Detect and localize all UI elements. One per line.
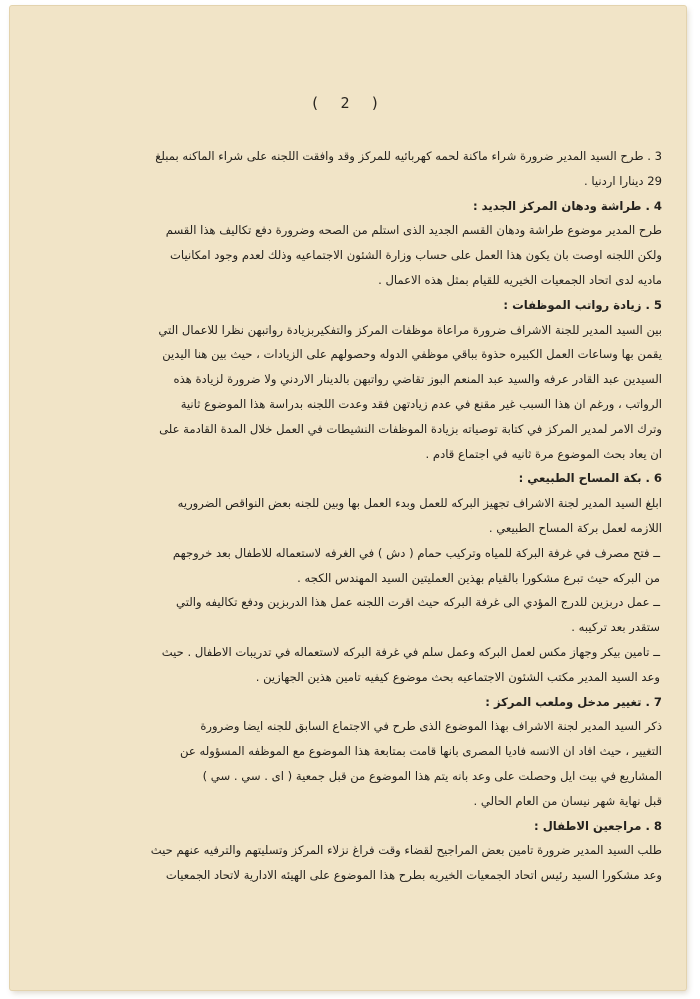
item-6-heading: 6 . بكة المساح الطبيعي : <box>518 471 662 486</box>
item-7-heading: 7 . تغيير مدخل وملعب المركز : <box>485 694 662 709</box>
item-4-text: ولكن اللجنه اوصت بان يكون هذا العمل على حساب وزارة الشئون الاجتماعيه وذلك لعدم وجود امكانيات <box>170 248 662 263</box>
item-5-text: ان يعاد بحث الموضوع مرة ثانيه في اجتماع قادم . <box>425 446 662 461</box>
item-5-text: السيدين عبد القادر عرفه والسيد عبد المنعم البوز تقاضي رواتبهن بالدينار الاردني ولا ضرورة لزيادة هذه <box>173 372 662 387</box>
item-5-text: وترك الامر لمدير المركز في كتابة توصياته بزيادة الموظفات النشيطات في العمل خلال المدة القادمة على <box>159 421 662 436</box>
item-6-bullet-3-cont: وعد السيد المدير مكتب الشئون الاجتماعيه بحث موضوع كيفيه تامين هذين الجهازين . <box>255 669 660 684</box>
item-7-text: المشاريع في بيت ايل وحصلت على وعد بانه يتم هذا الموضوع من قبل جمعية ( اى . سي . سي ) <box>202 768 662 783</box>
item-6-bullet-1: ــ فتح مصرف في غرفة البركة للمياه وتركيب حمام ( دش ) في الغرفه لاستعماله للاطفال بعد خروجهم <box>172 545 660 560</box>
document-body <box>62 144 662 888</box>
item-5-text: بين السيد المدير للجنة الاشراف ضرورة مراعاة موظفات المركز والتفكيربزيادة رواتبهن نظرا للاعمال التي <box>158 322 662 337</box>
item-6-bullet-1-cont: من البركه حيث تبرع مشكورا بالقيام بهذين العمليتين السيد المهندس الكجه . <box>297 570 660 585</box>
page-number: ( 2 ) <box>310 94 386 112</box>
item-6-text: ابلغ السيد المدير لجنة الاشراف تجهيز البركه للعمل وبدء العمل بها وبين للجنه بعض النواقص الضروريه <box>177 496 662 511</box>
item-6-text: اللازمه لعمل بركة المساح الطبيعي . <box>488 520 662 535</box>
item-7-text: ذكر السيد المدير لجنة الاشراف بهذا الموضوع الذى طرح في الاجتماع السابق للجنه ايضا وضرورة <box>200 719 662 734</box>
item-5-text: الرواتب ، ورغم ان هذا السبب غير مقنع في عدم زيادتهن فقد وعدت اللجنه بدراسة هذا الموضوع ثانية <box>180 396 662 411</box>
item-4-text: ماديه لدى اتحاد الجمعيات الخيريه للقيام بمثل هذه الاعمال . <box>378 272 662 287</box>
item-7-text: قبل نهاية شهر نيسان من العام الحالي . <box>473 793 662 808</box>
item-5-heading: 5 . زيادة رواتب الموظفات : <box>503 297 662 312</box>
item-8-heading: 8 . مراجعين الاطفال : <box>534 818 662 833</box>
item-3-text: 3 . طرح السيد المدير ضرورة شراء ماكنة لحمه كهربائيه للمركز وقد وافقت اللجنه على شراء الماكنه بمبلغ <box>155 149 662 163</box>
item-6-bullet-3: ــ تامين بيكر وجهاز مكس لعمل البركه وعمل سلم في غرفة البركه لاستعماله في تدريبات الاطفال . حيث <box>161 644 660 659</box>
item-4-text: طرح المدير موضوع طراشة ودهان القسم الجديد الذى استلم من الصحه وضرورة دفع تكاليف هذا القسم <box>165 223 662 238</box>
item-6-bullet-2: ــ عمل دربزين للدرج المؤدي الى غرفة البركه حيث اقرت اللجنه عمل هذا الدربزين ودفع تكاليفه والتي <box>176 595 660 610</box>
item-8-text: وعد مشكورا السيد رئيس اتحاد الجمعيات الخيريه بطرح هذا الموضوع على الهيئه الادارية لاتحاد الجمعيات <box>165 868 662 883</box>
document-page <box>10 6 686 990</box>
item-8-text: طلب السيد المدير ضرورة تامين بعض المراجيح لقضاء وقت فراغ نزلاء المركز وتسليتهم والترفيه عنهم حيث <box>150 843 662 858</box>
item-7-text: التغيير ، حيث افاد ان الانسه فاديا المصرى بانها قامت بمتابعة هذا الموضوع مع الموظفه المسؤوله عن <box>180 744 662 759</box>
item-4-heading: 4 . طراشة ودهان المركز الجديد : <box>472 198 662 213</box>
item-6-bullet-2-cont: ستقدر بعد تركيبه . <box>571 620 660 635</box>
item-5-text: يقمن بها وساعات العمل الكبيره حذوة بباقي موظفي الدوله وحصولهم على الزيادات ، حيث بين هنا اليدين <box>162 347 662 362</box>
item-3-text-cont: 29 دينارا اردنيا . <box>584 173 662 188</box>
